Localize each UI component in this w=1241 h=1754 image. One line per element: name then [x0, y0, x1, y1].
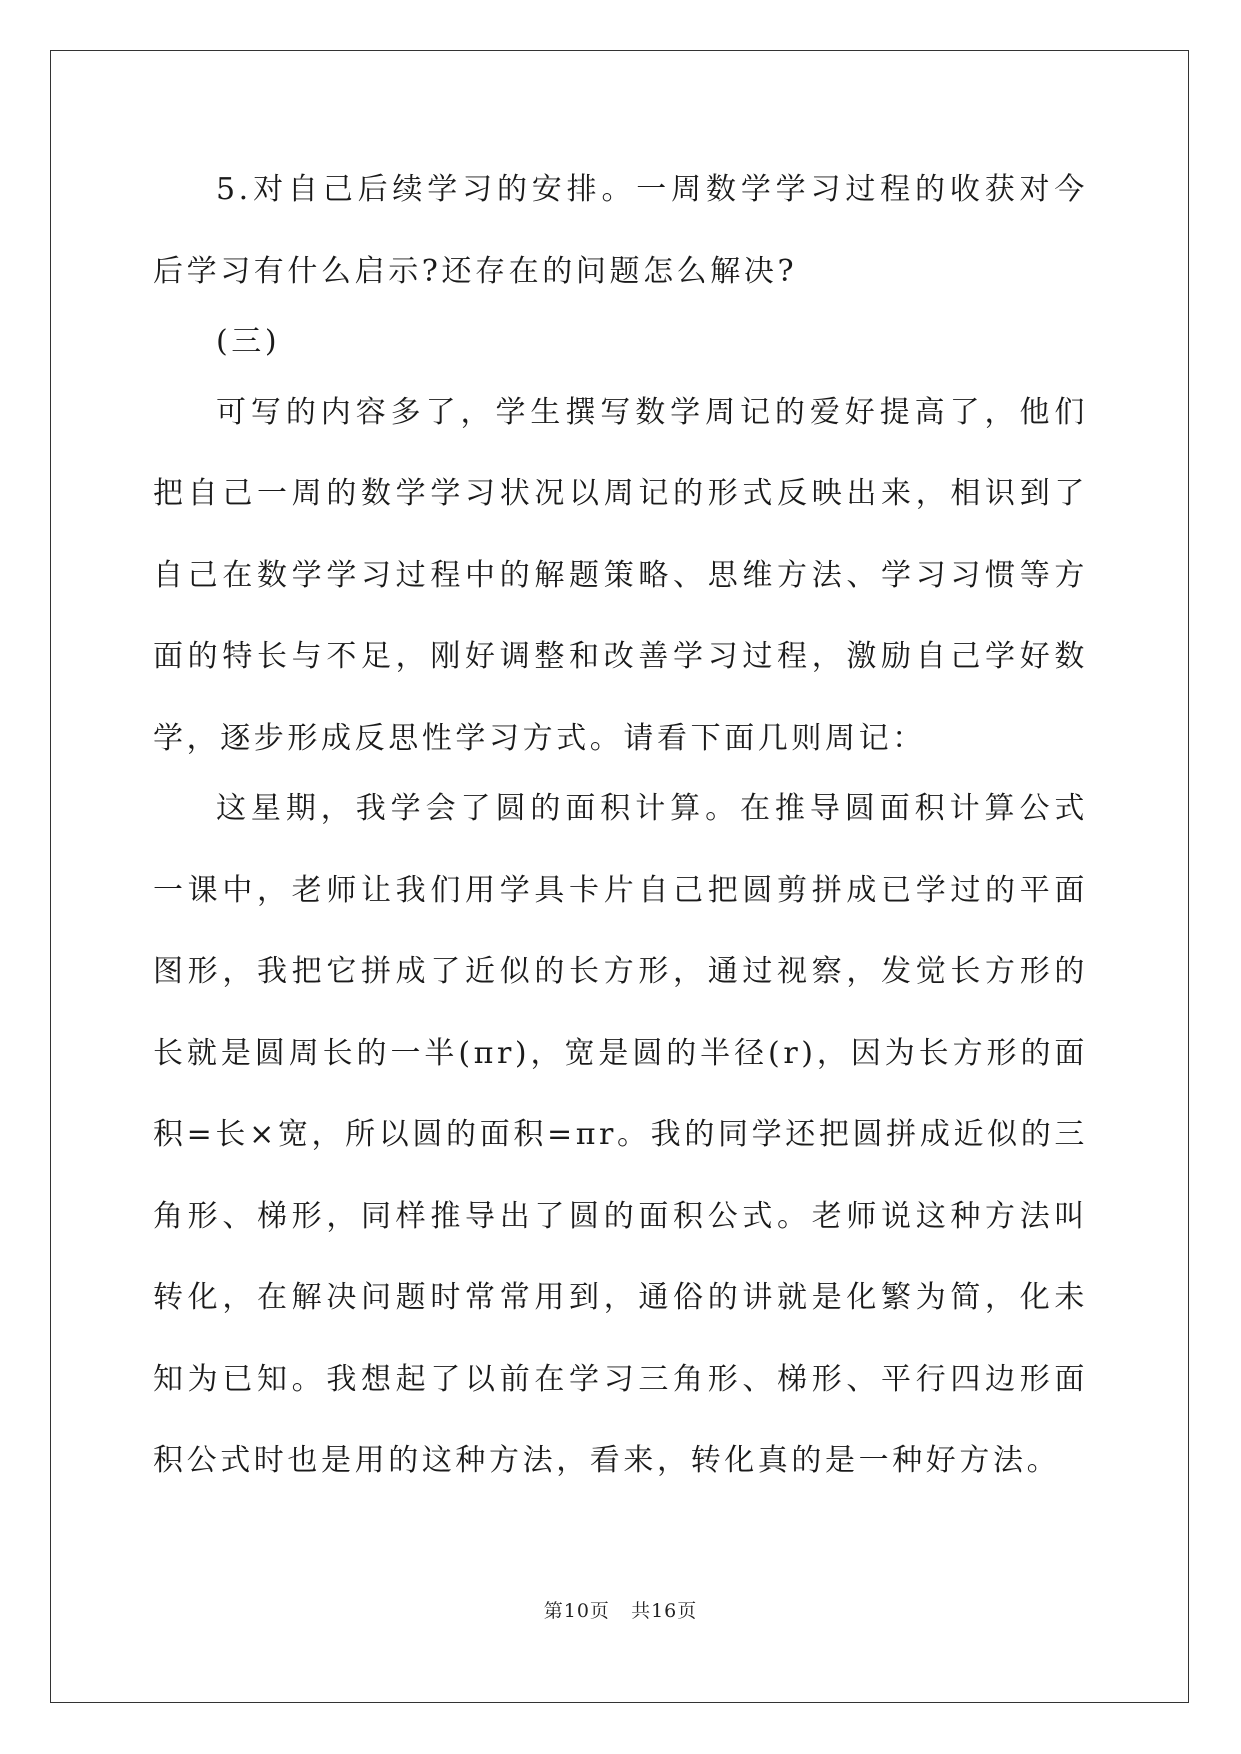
page-number: 第10页: [543, 1600, 610, 1622]
page-total: 共16页: [631, 1600, 698, 1622]
section-heading-three: (三): [216, 324, 281, 359]
page-footer: [0, 1596, 1241, 1623]
paragraph-plan: 5.对自己后续学习的安排。一周数学学习过程的收获对今后学习有什么启示?还存在的问题怎么解决?: [153, 172, 1088, 289]
paragraph-circle-area: 这星期，我学会了圆的面积计算。在推导圆面积计算公式一课中，老师让我们用学具卡片自己把圆剪拼成已学过的平面图形，我把它拼成了近似的长方形，通过视察，发觉长方形的长就是圆周长的一半(πr)，宽是圆的半径(r)，因为长方形的面积=长×宽，所以圆的面积=πr。我的同学还把圆拼成近似的三角形、梯形，同样推导出了圆的面积公式。老师说这种方法叫转化，在解决问题时常常用到，通俗的讲就是化繁为简，化未知为已知。我想起了以前在学习三角形、梯形、平行四边形面积公式时也是用的这种方法，看来，转化真的是一种好方法。: [153, 791, 1088, 1478]
paragraph-weekly-journal: 可写的内容多了，学生撰写数学周记的爱好提高了，他们把自己一周的数学学习状况以周记的形式反映出来，相识到了自己在数学学习过程中的解题策略、思维方法、学习习惯等方面的特长与不足，刚好调整和改善学习过程，激励自己学好数学，逐步形成反思性学习方式。请看下面几则周记：: [153, 394, 1088, 756]
document-body: [153, 160, 1088, 1502]
